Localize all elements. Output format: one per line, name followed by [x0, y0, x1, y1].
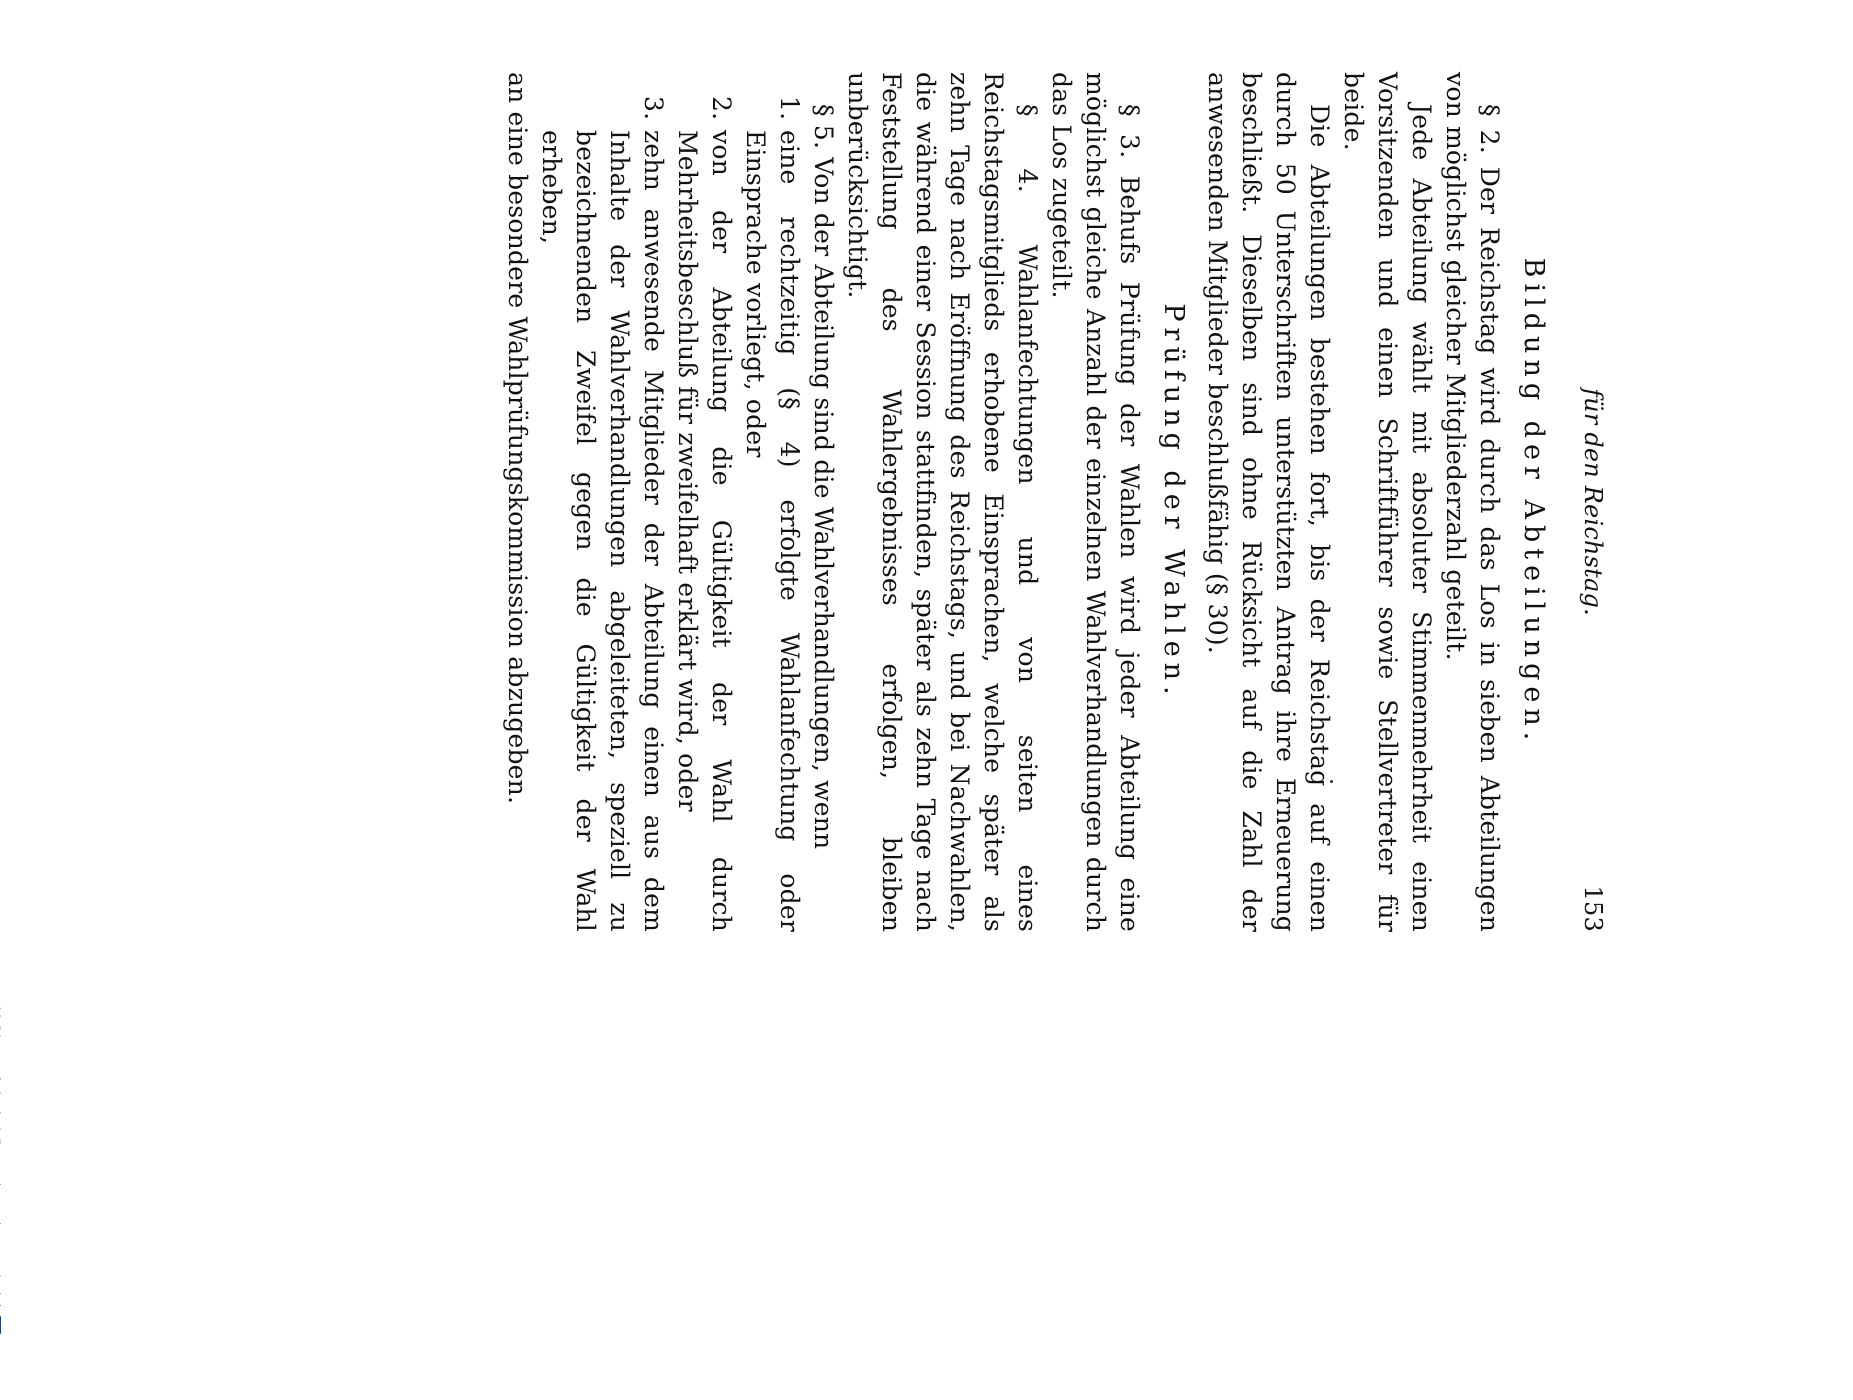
list-item-text: eine rechtzeitig (§ 4) erfolgte Wahlanfechtung oder Einsprache vorliegt, oder: [741, 130, 804, 932]
page-number: 153: [1579, 885, 1607, 932]
section-heading-abteilungen: Bildung der Abteilungen.: [1518, 257, 1549, 747]
paragraph-2: § 2. Der Reichstag wird durch das Los in sieben Abteilungen von möglichst gleicher Mitgliederzahl geteilt.: [1441, 72, 1504, 932]
running-header: [1576, 72, 1610, 932]
list-item: [670, 72, 738, 932]
credit-strip: [0, 0, 26, 1000]
running-head-title: für den Reichstag.: [1579, 388, 1607, 616]
list-item: [534, 72, 670, 932]
paragraph-3: § 3. Behufs Prüfung der Wahlen wird jeder Abteilung eine möglichst gleiche Anzahl der einzelnen Wahlverhandlungen durch das Los zugeteilt.: [1047, 72, 1144, 932]
dfg-logo: [0, 1316, 2, 1334]
paragraph-2b: Jede Abteilung wählt mit absoluter Stimmenmehrheit einen Vorsitzenden und einen Schriftführer sowie Stellvertreter für beide.: [1339, 72, 1436, 932]
list-item-text: von der Abteilung die Gültigkeit der Wahl durch Mehrheitsbeschluß für zweifelhaft erklärt wird, oder: [673, 130, 736, 932]
list-item-number: 1.: [775, 96, 804, 121]
credit-line: [0, 1000, 4, 1400]
paragraph-5: § 5. Von der Abteilung sind die Wahlverhandlungen, wenn: [809, 104, 838, 850]
list-item: [738, 72, 806, 932]
paragraph-2c: Die Abteilungen bestehen fort, bis der Reichstag auf einen durch 50 Unterschriften unterstützten Antrag ihre Erneuerung beschließt. Dieselben sind ohne Rücksicht auf die Zahl der anwesenden Mitglieder beschlußfähig (§ 30).: [1203, 72, 1334, 932]
list-item-number: 2.: [707, 96, 736, 121]
paragraph-4: § 4. Wahlanfechtungen und von seiten eines Reichstagsmitglieds erhobene Einsprachen, welche später als zehn Tage nach Eröffnung des Reichstags, und bei Nachwahlen, die während einer Session stattfinden, später als zehn Tage nach Feststellung des Wahlergebnisses erfolgen, bleiben unberücksichtigt.: [843, 72, 1042, 932]
list-item-text: zehn anwesende Mitglieder der Abteilung einen aus dem Inhalte der Wahlverhandlungen abgeleiteten, speziell zu bezeichnenden Zweifel gegen die Gültigkeit der Wahl erheben,: [537, 130, 668, 932]
list-item-number: 3.: [639, 96, 668, 121]
scanned-page: [180, 42, 1630, 962]
section-heading-wahlen: Prüfung der Wahlen.: [1158, 303, 1189, 701]
page-frame: [180, 42, 1630, 962]
paragraph-final: an eine besondere Wahlprüfungskommission abzugeben.: [503, 72, 532, 805]
credit-text: [0, 1000, 2, 1312]
